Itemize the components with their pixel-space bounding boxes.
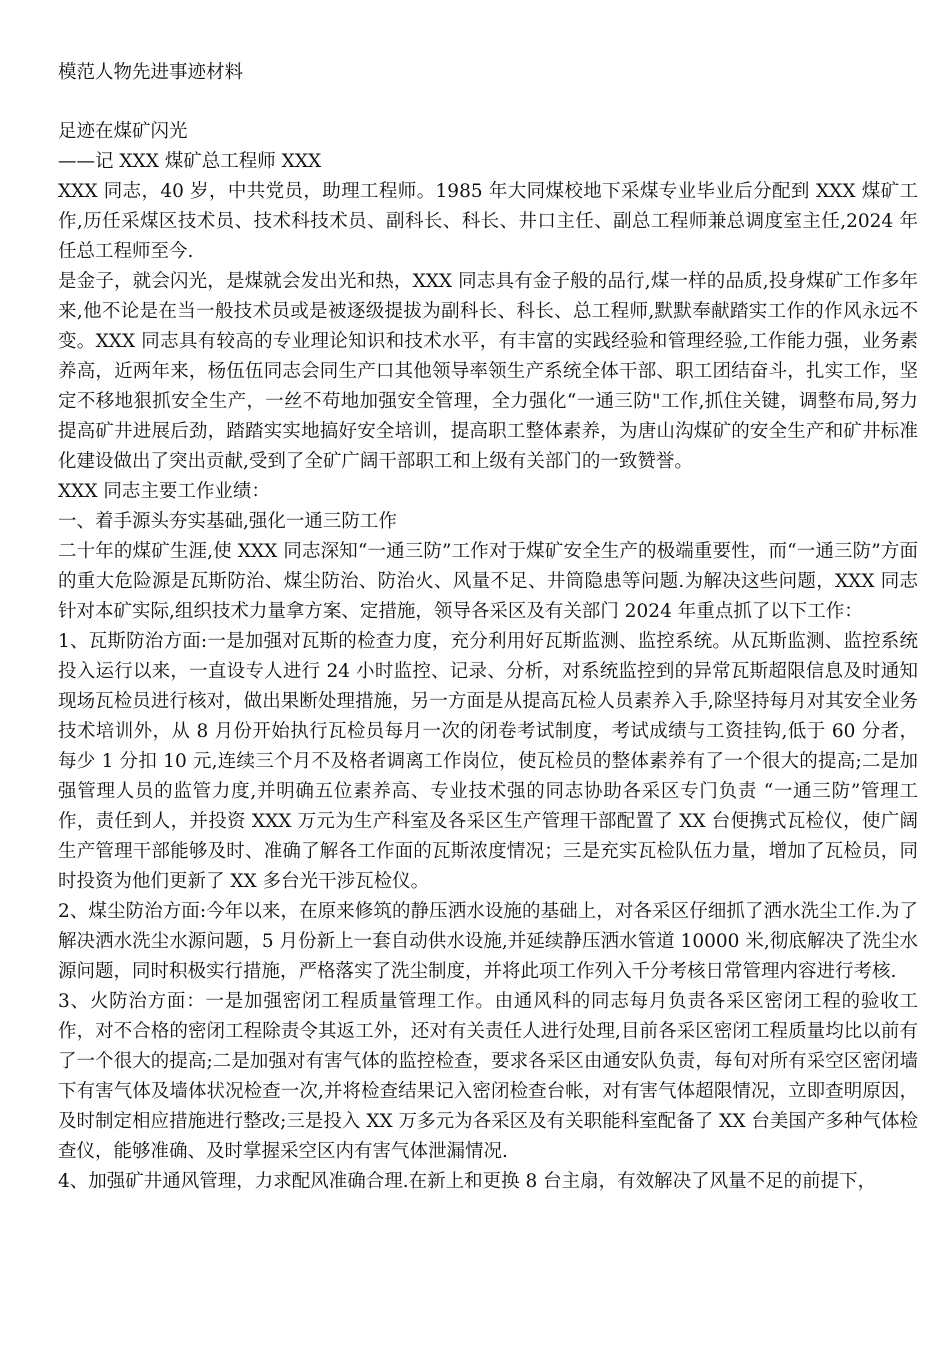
paragraph-intro: XXX 同志，40 岁，中共党员，助理工程师。1985 年大同煤校地下采煤专业毕业后分配到 XXX 煤矿工作,历任采煤区技术员、技术科技术员、副科长、科长、井口主任、副总工程师兼总调度室主任,2024 年任总工程师至今. [58, 181, 918, 262]
paragraph-dust-control: 2、煤尘防治方面:今年以来，在原来修筑的静压洒水设施的基础上，对各采区仔细抓了洒水洗尘工作.为了解决洒水洗尘水源问题，5 月份新上一套自动供水设施,并延续静压洒水管道 10000 米,彻底解决了洗尘水源问题，同时积极实行措施，严格落实了洗尘制度，并将此项工作列入千分考核日常管理内容进行考核. [58, 901, 918, 982]
paragraph-gas-control: 1、瓦斯防治方面:一是加强对瓦斯的检查力度，充分利用好瓦斯监测、监控系统。从瓦斯监测、监控系统投入运行以来，一直设专人进行 24 小时监控、记录、分析，对系统监控到的异常瓦斯超限信息及时通知现场瓦检员进行核对，做出果断处理措施，另一方面是从提高瓦检人员素养入手,除坚持每月对其安全业务技术培训外，从 8 月份开始执行瓦检员每月一次的闭卷考试制度，考试成绩与工资挂钩,低于 60 分者，每少 1 分扣 10 元,连续三个月不及格者调离工作岗位，使瓦检员的整体素养有了一个很大的提高;二是加强管理人员的监管力度,并明确五位素养高、专业技术强的同志协助各采区专门负责 “一通三防”管理工作，责任到人，并投资 XXX 万元为生产科室及各采区生产管理干部配置了 XX 台便携式瓦检仪，使广阔生产管理干部能够及时、准确了解各工作面的瓦斯浓度情况；三是充实瓦检队伍力量，增加了瓦检员，同时投资为他们更新了 XX 多台光干涉瓦检仪。 [58, 631, 918, 892]
paragraph-character: 是金子，就会闪光，是煤就会发出光和热，XXX 同志具有金子般的品行,煤一样的品质,投身煤矿工作多年来,他不论是在当一般技术员或是被逐级提拔为副科长、科长、总工程师,默默奉献踏实工作的作风永远不变。XXX 同志具有较高的专业理论知识和技术水平，有丰富的实践经验和管理经验,工作能力强，业务素养高，近两年来，杨伍伍同志会同生产口其他领导率领生产系统全体干部、职工团结奋斗，扎实工作，坚定不移地狠抓安全生产，一丝不苟地加强安全管理，全力强化“一通三防"工作,抓住关键，调整布局,努力提高矿井进展后劲，踏踏实实地搞好安全培训，提高职工整体素养，为唐山沟煤矿的安全生产和矿井标准化建设做出了突出贡献,受到了全矿广阔干部职工和上级有关部门的一致赞誉。 [58, 271, 918, 472]
section-heading-1: 一、着手源头夯实基础,强化一通三防工作 [58, 511, 397, 532]
article-heading: 足迹在煤矿闪光 [58, 121, 188, 142]
paragraph-fire-control: 3、火防治方面：一是加强密闭工程质量管理工作。由通风科的同志每月负责各采区密闭工程的验收工作，对不合格的密闭工程除责令其返工外，还对有关责任人进行处理,目前各采区密闭工程质量均比以前有了一个很大的提高;二是加强对有害气体的监控检查，要求各采区由通安队负责，每旬对所有采空区密闭墙下有害气体及墙体状况检查一次,并将检查结果记入密闭检查台帐，对有害气体超限情况，立即查明原因，及时制定相应措施进行整改;三是投入 XX 万多元为各采区及有关职能科室配备了 XX 台美国产多种气体检查仪，能够准确、及时掌握采空区内有害气体泄漏情况. [58, 991, 918, 1162]
article-subheading: ——记 XXX 煤矿总工程师 XXX [58, 151, 322, 172]
paragraph-ventilation: 4、加强矿井通风管理，力求配风准确合理.在新上和更换 8 台主扇，有效解决了风量不足的前提下， [58, 1171, 877, 1192]
document-title: 模范人物先进事迹材料 [58, 62, 244, 83]
paragraph-achievements-heading: XXX 同志主要工作业绩： [58, 481, 270, 502]
paragraph-section-1-intro: 二十年的煤矿生涯,使 XXX 同志深知“一通三防”工作对于煤矿安全生产的极端重要性，而“一通三防”方面的重大危险源是瓦斯防治、煤尘防治、防治火、风量不足、井筒隐患等问题.为解决这些问题，XXX 同志针对本矿实际,组织技术力量拿方案、定措施，领导各采区及有关部门 2024 年重点抓了以下工作： [58, 541, 918, 622]
article-body [58, 117, 918, 1197]
